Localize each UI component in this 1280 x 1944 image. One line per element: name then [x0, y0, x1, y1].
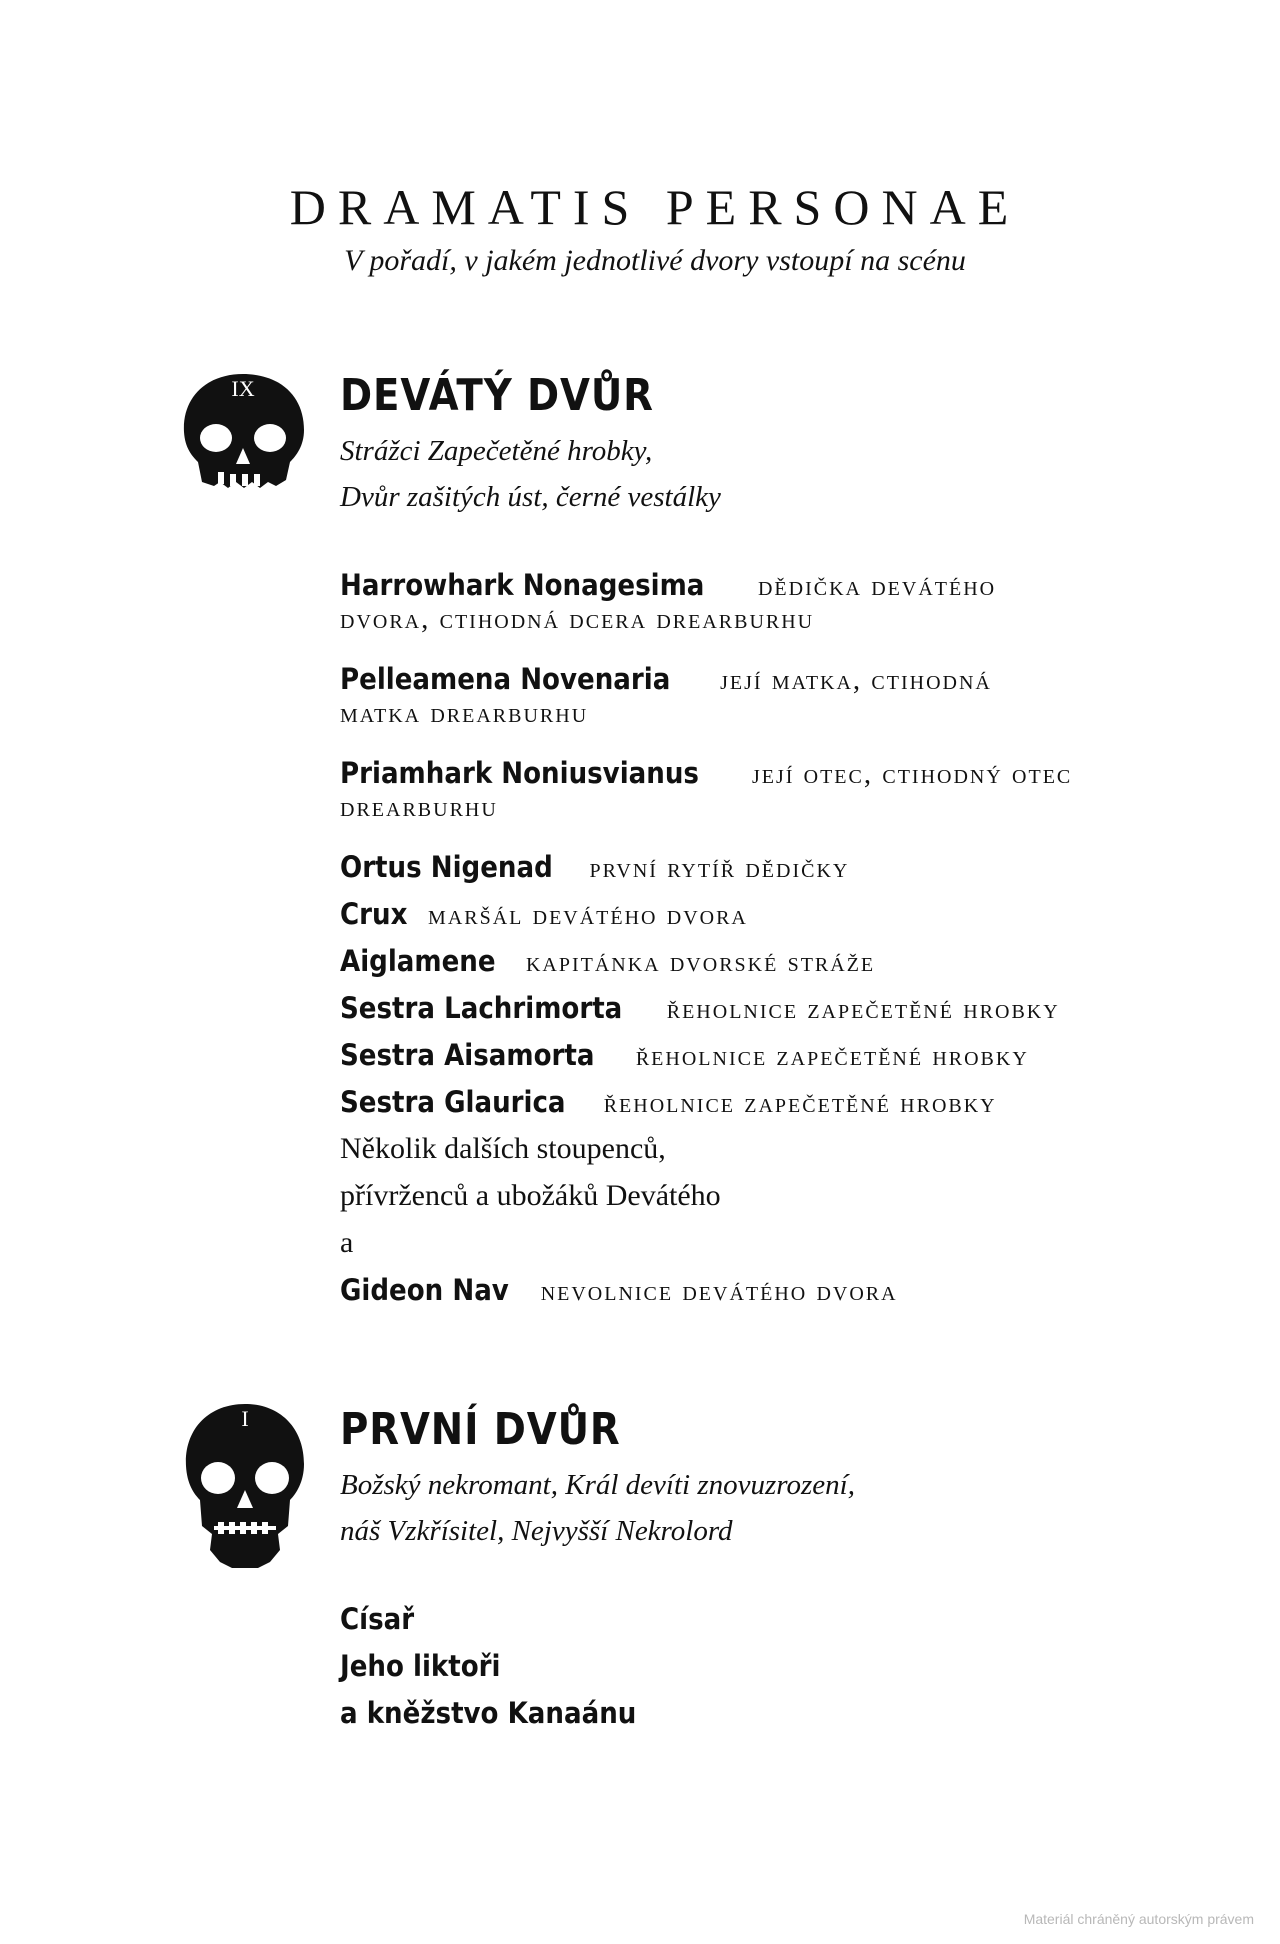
character-role: řeholnice zapečetěné hrobky [603, 1087, 997, 1119]
character-name: Císař [340, 1602, 415, 1636]
list-item [340, 1649, 1140, 1696]
list-item [340, 756, 1140, 850]
character-name: Ortus Nigenad [340, 850, 553, 884]
court-description-line: náš Vzkřísitel, Nejvyšší Nekrolord [340, 1515, 733, 1547]
page-subtitle: V pořadí, v jakém jednotlivé dvory vstoupí na scénu [344, 244, 966, 277]
character-name: Pelleamena Novenaria [340, 662, 671, 696]
character-name: Gideon Nav [340, 1273, 509, 1307]
character-role: nevolnice devátého dvora [540, 1275, 898, 1307]
character-name: Aiglamene [340, 944, 496, 978]
character-name: a kněžstvo Kanaánu [340, 1696, 637, 1730]
skull-icon [180, 1400, 310, 1575]
list-item [340, 1696, 1140, 1743]
list-item [340, 1038, 1140, 1085]
list-item [340, 568, 1140, 662]
skull-icon [178, 370, 308, 500]
character-role-cont: matka drearburhu [340, 697, 589, 729]
copyright-note: Materiál chráněný autorským právem [1023, 1911, 1254, 1927]
list-item [340, 1085, 1140, 1132]
list-item [340, 991, 1140, 1038]
character-role: řeholnice zapečetěné hrobky [666, 993, 1060, 1025]
court-title-first: PRVNÍ DVŮR [340, 1404, 621, 1455]
list-item [340, 1602, 1140, 1649]
character-role: řeholnice zapečetěné hrobky [635, 1040, 1029, 1072]
character-name: Priamhark Noniusvianus [340, 756, 699, 790]
character-role: kapitánka dvorské stráže [525, 946, 876, 978]
character-role: její otec, ctihodný otec [751, 758, 1073, 790]
character-name: Crux [340, 897, 408, 931]
list-item [340, 944, 1140, 991]
character-name: Jeho liktoři [340, 1649, 501, 1683]
character-role: dědička devátého [757, 570, 997, 602]
character-role: její matka, ctihodná [720, 664, 992, 696]
page-title: DRAMATIS PERSONAE [289, 179, 1021, 235]
character-role: maršál devátého dvora [428, 899, 748, 931]
court-numeral: I [241, 1406, 249, 1431]
list-item [340, 897, 1140, 944]
court-description-line: Božský nekromant, Král devíti znovuzrození, [340, 1469, 855, 1501]
roster-ninth [340, 568, 1140, 1320]
character-name: Sestra Lachrimorta [340, 991, 623, 1025]
character-name: Sestra Glaurica [340, 1085, 566, 1119]
court-description-line: Strážci Zapečetěné hrobky, [340, 435, 653, 467]
roster-first [340, 1602, 1140, 1743]
list-item [340, 662, 1140, 756]
others-line: Několik dalších stoupenců, [340, 1132, 666, 1165]
list-item [340, 850, 1140, 897]
character-name: Sestra Aisamorta [340, 1038, 595, 1072]
character-role-cont: drearburhu [340, 791, 498, 823]
others-line: a [340, 1226, 354, 1259]
character-role-cont: dvora, ctihodná dcera drearburhu [340, 603, 815, 635]
court-numeral: IX [231, 376, 255, 401]
court-description-first [340, 1462, 855, 1554]
court-description-ninth [340, 428, 721, 520]
court-description-line: Dvůr zašitých úst, černé vestálky [340, 481, 721, 513]
others-line: přívrženců a ubožáků Devátého [340, 1179, 721, 1212]
character-role: první rytíř dědičky [589, 852, 850, 884]
character-name: Harrowhark Nonagesima [340, 568, 705, 602]
court-title-ninth: DEVÁTÝ DVŮR [340, 370, 654, 421]
list-item [340, 1273, 1140, 1320]
